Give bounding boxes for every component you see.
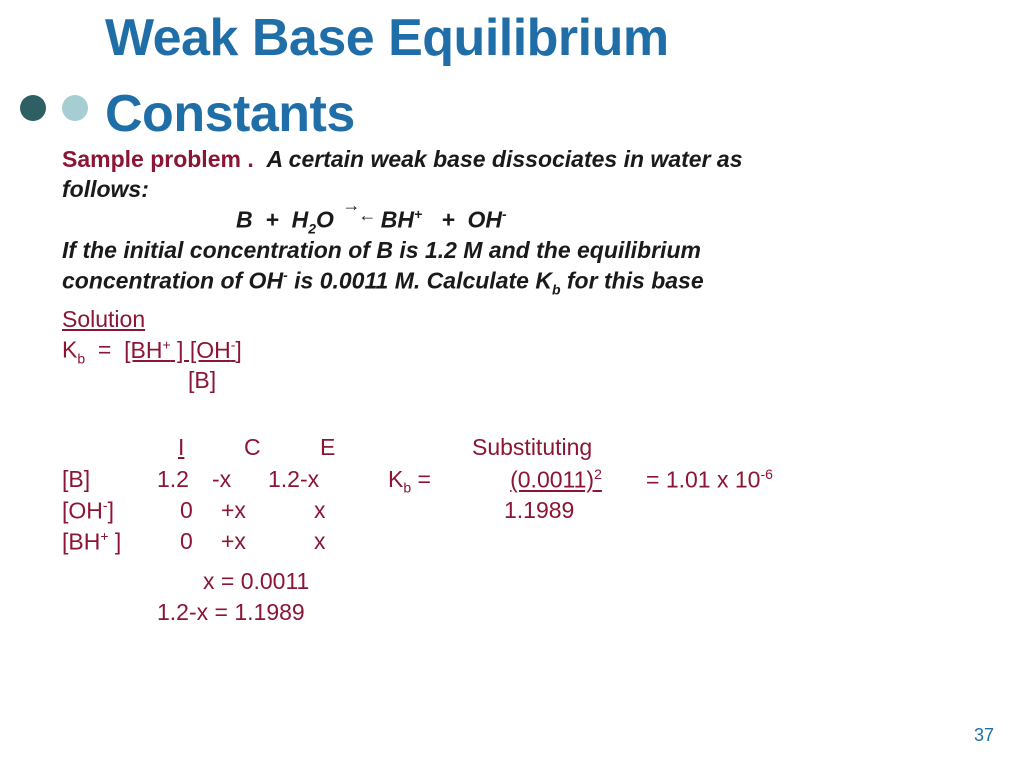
kb-k: K [62,336,78,363]
kb-equals: = [97,336,112,363]
result-value: = 1.01 x 10 [646,466,761,493]
eq-plus2: + [441,206,455,233]
equilibrium-b-line: 1.2-x = 1.1989 [157,599,305,625]
num-oh: ] [OH [170,336,231,363]
reverse-arrow-icon: ← [358,204,377,225]
slide-title-line1: Weak Base Equilibrium [105,9,669,67]
ice-row-bh-e: x [314,528,326,554]
problem-line4 [62,267,704,297]
slide-number: 37 [974,725,995,745]
problem-intro: A certain weak base dissociates in water as [266,146,743,172]
forward-arrow-icon: → [342,194,361,215]
ice-row-oh-i: 0 [180,497,193,523]
problem-line4-c: for this base [560,267,704,294]
kb2-k: K [388,466,404,492]
problem-line4-a: concentration of OH [62,267,284,294]
result-exponent: -6 [760,466,773,482]
kb-sub: b [77,350,86,367]
sub-numerator [474,466,638,494]
chemical-equation [236,194,507,237]
ice-row-b-i: 1.2 [157,466,189,492]
equilibrium-arrows-icon [340,194,377,234]
slide-title-line2: Constants [105,85,355,143]
num-oh-charge: - [230,336,236,352]
result [646,466,773,494]
ice-row-oh-label [62,497,114,525]
ice-row-bh-text: [BH [62,528,101,555]
problem-line1 [62,146,743,173]
ice-row-bh-c: +x [221,528,246,554]
ice-row-oh-text: [OH [62,497,103,524]
x-value-line: x = 0.0011 [203,568,310,594]
num-bh-charge: + [162,336,171,352]
kb2-equals: = [411,466,431,492]
solution-heading: Solution [62,306,146,332]
eq-h: H [291,206,309,233]
sub-num-value: (0.0011) [510,466,595,493]
ice-row-oh-c: +x [221,497,246,523]
kb2-sub: b [403,479,412,496]
ice-row-oh-sup: - [102,497,108,513]
ice-row-oh-end: ] [107,497,114,524]
num-bh: [BH [124,336,163,363]
kb-denominator: [B] [188,367,217,393]
eq-oh: OH [467,206,503,233]
eq-h-subscript: 2 [308,220,317,237]
eq-oh-charge: - [502,206,507,222]
ice-c: C [244,434,261,460]
kb-numerator [124,337,242,363]
substituting-label: Substituting [472,434,593,460]
num-close: ] [235,336,242,363]
ice-row-oh-e: x [314,497,326,523]
bullet-dot-dark [20,95,46,121]
ice-row-bh-sup: + [100,528,109,544]
problem-line4-b: is 0.0011 M. Calculate K [287,267,552,294]
ice-header [178,434,336,461]
eq-plus: + [265,206,279,233]
ice-row-b-c: -x [212,466,232,492]
bullet-dot-light [62,95,88,121]
ice-row-bh-label [62,528,121,556]
sub-num-exponent: 2 [594,466,602,482]
problem-line4-sub: b [551,281,561,298]
kb-substitution [388,466,431,496]
ice-row-bh-i: 0 [180,528,193,554]
kb-expression [62,336,242,366]
ice-i: I [178,434,185,460]
eq-base: B [236,206,253,233]
ice-row-b-label: [B] [62,466,91,492]
ice-row-bh-end: ] [108,528,122,555]
eq-o: O [316,206,334,233]
problem-line4-sup: - [283,267,288,283]
ice-row-b-e: 1.2-x [268,466,320,492]
sample-problem-label: Sample problem . [62,146,254,172]
ice-e: E [320,434,336,460]
eq-bh: BH [380,206,414,233]
eq-bh-charge: + [413,206,423,222]
problem-line2: follows: [62,176,149,202]
sub-denominator: 1.1989 [504,497,575,523]
problem-line3: If the initial concentration of B is 1.2 M and the equilibrium [62,237,701,263]
